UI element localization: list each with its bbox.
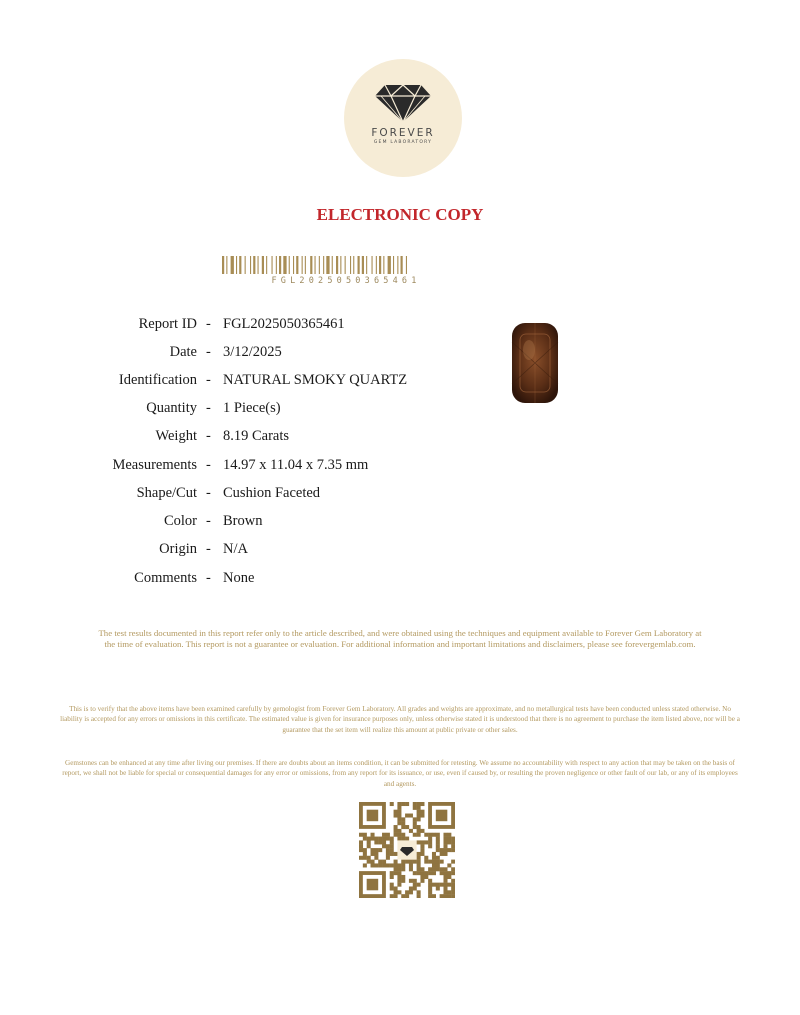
row-value: Brown bbox=[223, 513, 263, 529]
barcode bbox=[222, 256, 470, 274]
row-separator: - bbox=[206, 485, 211, 501]
row-value: N/A bbox=[223, 541, 248, 557]
row-label: Comments bbox=[134, 570, 197, 586]
row-value: 14.97 x 11.04 x 7.35 mm bbox=[223, 457, 369, 473]
row-separator: - bbox=[206, 570, 211, 586]
logo-name: FOREVER bbox=[371, 127, 435, 139]
row-value: NATURAL SMOKY QUARTZ bbox=[223, 372, 408, 388]
row-separator: - bbox=[206, 428, 211, 444]
gemstone-image bbox=[511, 322, 559, 404]
disclaimer-gemstones: Gemstones can be enhanced at any time after living our premises. If there are doubts about an items condition, it can be submitted for retesting. We assume no accountability with respect to any action that may be taken on the basis of report, we shall not be liable for special or consequential damages for any error or omissions, from any report for its issuance, or use, even if caused by, or resulting the proven negligence or other fault of our lab, or any of its employees and agents. bbox=[62, 759, 738, 788]
lab-logo bbox=[344, 59, 462, 177]
row-label: Shape/Cut bbox=[136, 485, 197, 501]
row-separator: - bbox=[206, 541, 211, 557]
row-separator: - bbox=[206, 344, 211, 360]
row-label: Quantity bbox=[146, 400, 197, 416]
row-label: Report ID bbox=[138, 316, 197, 332]
diamond-icon bbox=[373, 83, 433, 123]
row-value: 1 Piece(s) bbox=[223, 400, 281, 416]
row-label: Measurements bbox=[112, 457, 197, 473]
logo-subtitle: GEM LABORATORY bbox=[373, 140, 433, 145]
row-label: Identification bbox=[118, 372, 197, 388]
qr-code bbox=[359, 802, 455, 898]
row-value: 3/12/2025 bbox=[223, 344, 282, 360]
row-label: Date bbox=[169, 344, 197, 360]
barcode-number: FGL2025050365461 bbox=[271, 276, 421, 286]
row-separator: - bbox=[206, 513, 211, 529]
row-value: 8.19 Carats bbox=[223, 428, 290, 444]
row-value: None bbox=[223, 570, 255, 586]
row-separator: - bbox=[206, 316, 211, 332]
disclaimer-verify: This is to verify that the above items have been examined carefully by gemologist from Forever Gem Laboratory. All grades and weights are approximate, and no metallurgical tests have been conducted unless stated otherwise. No liability is accepted for any errors or omissions in this certificate. The estimated value is given for insurance purposes only, unless otherwise stated it is understood that there is no agreement to purchase the item listed above, nor will be a guarantee that the set item will realize this amount at public private or other sales. bbox=[60, 705, 740, 734]
row-label: Weight bbox=[155, 428, 197, 444]
row-separator: - bbox=[206, 372, 211, 388]
electronic-copy-heading: ELECTRONIC COPY bbox=[316, 205, 484, 224]
row-label: Origin bbox=[159, 541, 197, 557]
disclaimer-main: The test results documented in this report refer only to the article described, and were obtained using the techniques and equipment available to Forever Gem Laboratory at the time of evaluation. This report is not a guarantee or evaluation. For additional information and important limitations and disclaimers, please see forevergemlab.com. bbox=[98, 628, 702, 649]
row-value: Cushion Faceted bbox=[223, 485, 321, 501]
row-value: FGL2025050365461 bbox=[223, 316, 345, 332]
row-separator: - bbox=[206, 400, 211, 416]
row-separator: - bbox=[206, 457, 211, 473]
row-label: Color bbox=[163, 513, 197, 529]
